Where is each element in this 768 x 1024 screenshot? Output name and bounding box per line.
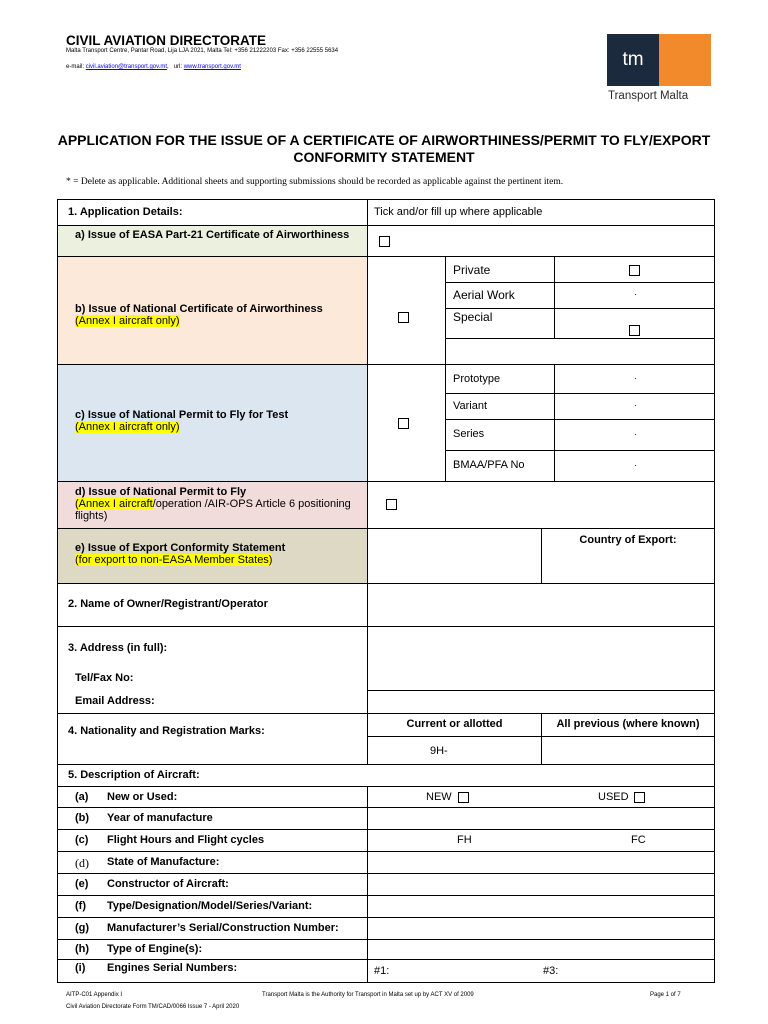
row-h bbox=[57, 939, 368, 960]
section-1-label: 1. Application Details: bbox=[57, 199, 368, 226]
hours-cycles-cell[interactable] bbox=[367, 829, 715, 852]
email-input[interactable] bbox=[367, 690, 715, 714]
row-a bbox=[57, 786, 368, 808]
row-b-label: Year of manufacture bbox=[107, 812, 213, 824]
option-c-label: c) Issue of National Permit to Fly for Test bbox=[75, 409, 289, 421]
owner-input[interactable] bbox=[367, 583, 715, 627]
option-c-check-cell bbox=[367, 364, 446, 482]
option-b-label: b) Issue of National Certificate of Airworthiness bbox=[75, 303, 323, 315]
email-address-label: Email Address: bbox=[75, 695, 155, 707]
previous-registration-input[interactable] bbox=[541, 736, 715, 765]
option-d-cell bbox=[57, 481, 368, 529]
tel-fax-label: Tel/Fax No: bbox=[75, 672, 134, 684]
type-input[interactable] bbox=[367, 895, 715, 918]
prototype-cell[interactable] bbox=[554, 364, 715, 394]
row-g-key: (g) bbox=[75, 922, 90, 934]
address-input[interactable] bbox=[367, 626, 715, 691]
row-f-key: (f) bbox=[75, 900, 86, 912]
email-prefix: e-mail: bbox=[66, 64, 85, 70]
option-b-note: (Annex I aircraft only) bbox=[75, 315, 180, 327]
option-c-cell bbox=[57, 364, 368, 482]
section-5-label: 5. Description of Aircraft: bbox=[57, 764, 715, 787]
row-h-label: Type of Engine(s): bbox=[107, 943, 203, 955]
engine-type-input[interactable] bbox=[367, 939, 715, 960]
option-b-check-cell bbox=[367, 256, 446, 365]
section-3-cell bbox=[57, 626, 368, 714]
row-e-label: Constructor of Aircraft: bbox=[107, 878, 229, 890]
option-d-checkbox[interactable] bbox=[386, 499, 397, 510]
new-checkbox[interactable] bbox=[458, 792, 469, 803]
new-used-cell bbox=[367, 786, 715, 808]
transport-malta-logo: tm bbox=[607, 34, 659, 86]
row-f-label: Type/Designation/Model/Series/Variant: bbox=[107, 900, 313, 912]
row-d-label: State of Manufacture: bbox=[107, 856, 220, 868]
row-i-label: Engines Serial Numbers: bbox=[107, 962, 238, 974]
option-d-note-highlight: (Annex I aircraft bbox=[75, 498, 153, 510]
row-a-label: New or Used: bbox=[107, 791, 178, 803]
option-b-special-label: Special bbox=[445, 308, 555, 339]
option-c-note: (Annex I aircraft only) bbox=[75, 421, 180, 433]
section-3-label: 3. Address (in full): bbox=[68, 642, 168, 654]
option-a-cell bbox=[367, 225, 715, 257]
footer-authority: Transport Malta is the Authority for Transport in Malta set up by ACT XV of 2009 bbox=[262, 992, 474, 998]
row-a-key: (a) bbox=[75, 791, 89, 803]
logo-text: Transport Malta bbox=[608, 90, 689, 102]
row-h-key: (h) bbox=[75, 943, 90, 955]
all-previous-header: All previous (where known) bbox=[541, 713, 715, 737]
current-registration-input[interactable] bbox=[367, 736, 542, 765]
option-c-checkbox[interactable] bbox=[398, 418, 409, 429]
series-mark: · bbox=[634, 429, 637, 439]
special-checkbox[interactable] bbox=[629, 325, 640, 336]
instructions-note: * = Delete as applicable. Additional sheets and supporting submissions should be recorded as applicable against the pertinent item. bbox=[66, 177, 564, 187]
used-label: USED bbox=[598, 791, 629, 803]
constructor-input[interactable] bbox=[367, 873, 715, 896]
row-e-key: (e) bbox=[75, 878, 89, 890]
fh-label: FH bbox=[457, 834, 472, 846]
form-title: APPLICATION FOR THE ISSUE OF A CERTIFICATE OF AIRWORTHINESS/PERMIT TO FLY/EXPORT CONFORMITY STATEMENT bbox=[57, 132, 711, 165]
prototype-mark: · bbox=[634, 373, 637, 383]
option-c-bmaa-label: BMAA/PFA No bbox=[445, 450, 555, 482]
state-input[interactable] bbox=[367, 851, 715, 874]
bmaa-mark: · bbox=[634, 460, 637, 470]
option-e-note: (for export to non-EASA Member States) bbox=[75, 554, 273, 566]
option-b-aerial-label: Aerial Work bbox=[445, 282, 555, 309]
new-label: NEW bbox=[426, 791, 452, 803]
engine-3-label: #3: bbox=[543, 965, 559, 977]
section-1-instruction: Tick and/or fill up where applicable bbox=[367, 199, 715, 226]
option-b-aerial-cell[interactable] bbox=[554, 282, 715, 309]
fc-label: FC bbox=[631, 834, 646, 846]
option-d-label: d) Issue of National Permit to Fly bbox=[75, 486, 247, 498]
current-allotted-header: Current or allotted bbox=[367, 713, 542, 737]
row-f bbox=[57, 895, 368, 918]
section-2-label: 2. Name of Owner/Registrant/Operator bbox=[57, 583, 368, 627]
row-b-key: (b) bbox=[75, 812, 90, 824]
footer-ref: AITP-C01 Appendix I bbox=[66, 992, 123, 998]
email-link[interactable]: civil.aviation@transport.gov.mt bbox=[85, 64, 168, 70]
option-b-extra-cell[interactable] bbox=[445, 338, 715, 365]
variant-mark: · bbox=[634, 400, 637, 410]
row-e bbox=[57, 873, 368, 896]
aerial-tick-mark: · bbox=[634, 289, 637, 299]
row-d bbox=[57, 851, 368, 874]
option-c-variant-label: Variant bbox=[445, 393, 555, 420]
org-contact: e-mail: civil.aviation@transport.gov.mt, url: www.transport.gov.mt bbox=[66, 64, 241, 70]
variant-cell[interactable] bbox=[554, 393, 715, 420]
row-b bbox=[57, 807, 368, 830]
country-of-export-label: Country of Export: bbox=[579, 534, 677, 546]
option-e-label: e) Issue of Export Conformity Statement bbox=[75, 542, 286, 554]
logo-orange-block bbox=[659, 34, 711, 86]
series-cell[interactable] bbox=[554, 419, 715, 451]
row-d-key: (d) bbox=[75, 856, 89, 870]
row-g bbox=[57, 917, 368, 940]
footer-form-id: Civil Aviation Directorate Form TM/CAD/0066 Issue 7 - April 2020 bbox=[66, 1004, 240, 1010]
option-b-cell bbox=[57, 256, 368, 365]
bmaa-cell[interactable] bbox=[554, 450, 715, 482]
row-c-key: (c) bbox=[75, 834, 89, 846]
footer-page-number: Page 1 of 7 bbox=[650, 992, 681, 998]
option-d-check-cell bbox=[367, 481, 715, 529]
option-d-note: /operation /AIR-OPS Article 6 positioning flights) bbox=[75, 498, 351, 522]
option-c-series-label: Series bbox=[445, 419, 555, 451]
option-b-private-label: Private bbox=[445, 256, 555, 283]
option-a-checkbox[interactable] bbox=[379, 236, 390, 247]
used-checkbox[interactable] bbox=[634, 792, 645, 803]
country-of-export-cell[interactable] bbox=[541, 528, 715, 584]
option-a-easa-label: a) Issue of EASA Part-21 Certificate of Airworthiness bbox=[57, 225, 368, 257]
serial-input[interactable] bbox=[367, 917, 715, 940]
option-e-input-cell[interactable] bbox=[367, 528, 542, 584]
year-input[interactable] bbox=[367, 807, 715, 830]
org-address: Malta Transport Centre, Pantar Road, Lija LJA 2021, Malta Tel: +356 21222203 Fax: +356 22555 5634 bbox=[66, 48, 339, 54]
engine-1-label: #1: bbox=[374, 965, 390, 977]
url-prefix: url: bbox=[173, 64, 183, 70]
option-c-prototype-label: Prototype bbox=[445, 364, 555, 394]
engine-serial-cell[interactable] bbox=[367, 959, 715, 983]
row-c-label: Flight Hours and Flight cycles bbox=[107, 834, 265, 846]
row-c bbox=[57, 829, 368, 852]
url-link[interactable]: www.transport.gov.mt bbox=[183, 64, 241, 70]
org-title: CIVIL AVIATION DIRECTORATE bbox=[66, 33, 267, 48]
registration-prefix: 9H- bbox=[430, 745, 448, 757]
row-i bbox=[57, 959, 368, 983]
option-b-checkbox[interactable] bbox=[398, 312, 409, 323]
option-b-special-cell bbox=[554, 308, 715, 339]
row-g-label: Manufacturer’s Serial/Construction Number: bbox=[107, 922, 339, 934]
private-checkbox[interactable] bbox=[629, 265, 640, 276]
option-e-cell bbox=[57, 528, 368, 584]
row-i-key: (i) bbox=[75, 962, 86, 974]
option-b-private-cell bbox=[554, 256, 715, 283]
section-4-label: 4. Nationality and Registration Marks: bbox=[57, 713, 368, 765]
